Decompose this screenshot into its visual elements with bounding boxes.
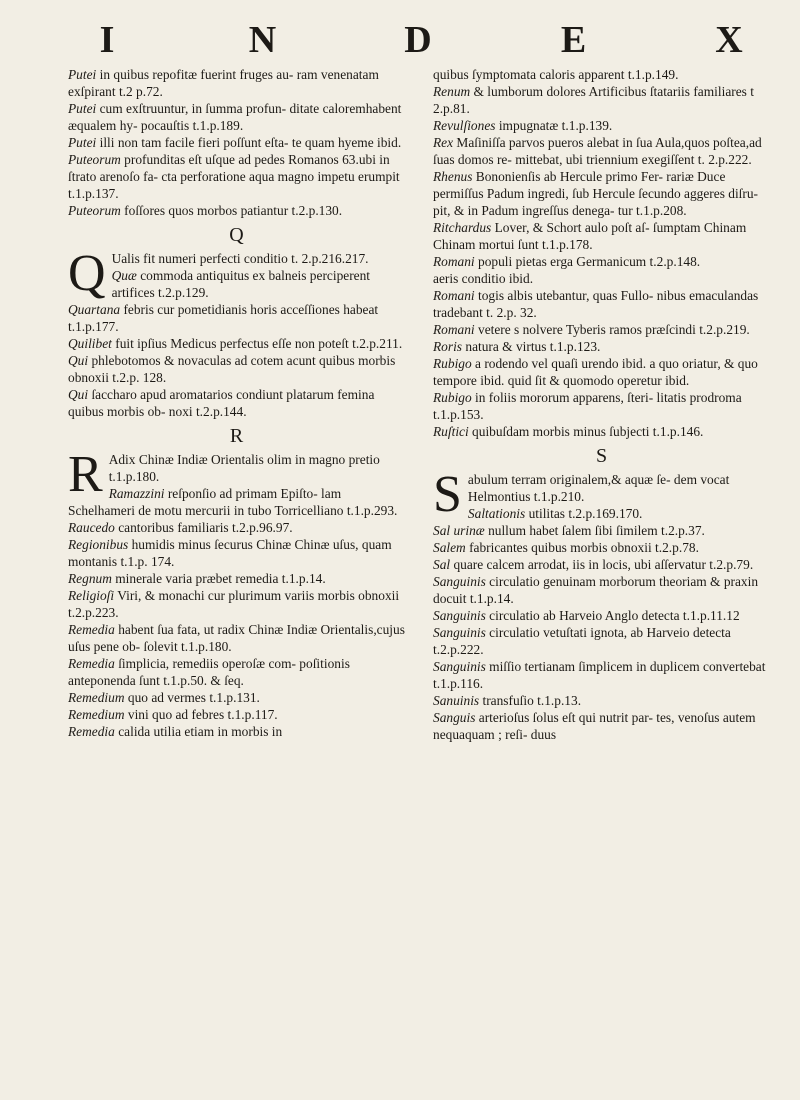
- entry-text: circulatio genuinam morborum theoriam & praxin docuit t.1.p.14.: [433, 574, 759, 606]
- entry-text: minerale varia præbet remedia t.1.p.14.: [111, 571, 326, 586]
- entry-text: illi non tam facile fieri poſſunt eſta- te quam hyeme ibid.: [96, 135, 402, 150]
- index-entry: [68, 536, 405, 570]
- entry-headword: Roris: [433, 339, 463, 354]
- entry-headword: Sanguinis: [433, 625, 486, 640]
- header-letter-e: E: [560, 19, 589, 61]
- entry-text: miſſio tertianam ſimplicem in duplicem convertebat t.1.p.116.: [433, 659, 766, 691]
- entry-text: utilitas t.2.p.169.170.: [525, 506, 643, 521]
- entry-headword: Sal urinæ: [433, 523, 485, 538]
- entry-headword: Quilibet: [68, 336, 112, 351]
- section-letter: S: [595, 445, 608, 467]
- entry-text: Maſiniſſa parvos pueros alebat in ſua Aula,quos poſtea,ad ſuas domos re- mittebat, ubi triennium exegiſſent t. 2.p.222.: [433, 135, 762, 167]
- entry-text: vetere s nolvere Tyberis ramos præſcindi t.2.p.219.: [474, 322, 750, 337]
- entry-text: in quibus repofitæ fuerint fruges au- ram venenatam exſpirant t.2 p.72.: [68, 67, 379, 99]
- index-entry: [68, 723, 405, 740]
- entry-text: circulatio vetuſtati ignota, ab Harveio detecta t.2.p.222.: [433, 625, 731, 657]
- entry-text: vini quo ad febres t.1.p.117.: [124, 707, 278, 722]
- entry-headword: Puteorum: [68, 203, 121, 218]
- entry-text: arterioſus ſolus eſt qui nutrit par- tes, venoſus autem nequaquam ; reſi- duus: [433, 710, 756, 742]
- index-entry: [433, 624, 770, 658]
- entry-headword: Qui: [68, 353, 89, 368]
- index-entry: [68, 335, 405, 352]
- entry-text: ſaccharo apud aromatarios condiunt platarum femina quibus morbis ob- noxi t.2.p.144.: [68, 387, 375, 419]
- entry-headword: Rubigo: [433, 356, 472, 371]
- entry-text: in foliis mororum apparens, ſteri- litatis prodroma t.1.p.153.: [433, 390, 742, 422]
- entry-headword: Remedia: [68, 656, 115, 671]
- entry-headword: Sanguinis: [433, 574, 486, 589]
- entry-headword: Salem: [433, 540, 466, 555]
- index-entry: [68, 570, 405, 587]
- entry-headword: Romani: [433, 322, 475, 337]
- index-entry: [433, 658, 770, 692]
- index-entry: [433, 321, 770, 338]
- entry-headword: Sal: [433, 557, 451, 572]
- entry-headword: Regionibus: [68, 537, 129, 552]
- entry-headword: Remedium: [68, 707, 125, 722]
- entry-headword: Quæ: [111, 268, 137, 283]
- entry-text: Bononienſis ab Hercule primo Fer- rariæ Duce permiſſus Padum ingredi, ſub Hercule ſecundo aggeres diſru- pit, & in Padum ingreſſus denega- tur t.1.p.208.: [433, 169, 759, 218]
- entry-text: cantoribus familiaris t.2.p.96.97.: [114, 520, 293, 535]
- index-entry: [433, 270, 770, 287]
- index-entry: [68, 621, 405, 655]
- index-entry: [68, 485, 405, 519]
- index-entry: [433, 607, 770, 624]
- entry-text: foſſores quos morbos patiantur t.2.p.130.: [120, 203, 343, 218]
- index-entry: [68, 386, 405, 420]
- right-column: [433, 66, 770, 1090]
- header-letter-i: I: [99, 19, 117, 61]
- drop-cap: S: [433, 466, 462, 523]
- entry-headword: Putei: [68, 135, 97, 150]
- entry-text: cum exſtruuntur, in ſumma profun- ditate caloremhabent æqualem hy- pocauſtis t.1.p.189.: [68, 101, 402, 133]
- entry-headword: Remedium: [68, 690, 125, 705]
- left-column: [68, 66, 405, 1090]
- entry-headword: Renum: [433, 84, 471, 99]
- index-entry: [68, 689, 405, 706]
- index-entry: [68, 202, 405, 219]
- drop-cap: Q: [68, 245, 106, 302]
- entry-text: impugnatæ t.1.p.139.: [495, 118, 613, 133]
- entry-text: fuit ipſius Medicus perfectus eſſe non poteſt t.2.p.211.: [111, 336, 403, 351]
- entry-text: populi pietas erga Germanicum t.2.p.148.: [474, 254, 701, 269]
- index-entry: [433, 219, 770, 253]
- index-entry: [433, 692, 770, 709]
- drop-cap: R: [68, 446, 103, 503]
- index-entry: [433, 338, 770, 355]
- entry-headword: Sanguinis: [433, 608, 486, 623]
- entry-text: aeris conditio ibid.: [433, 271, 534, 286]
- entry-text: circulatio ab Harveio Anglo detecta t.1.p.11.12: [485, 608, 740, 623]
- section-letter: Q: [229, 224, 244, 246]
- index-entry: [433, 134, 770, 168]
- index-entry: [68, 352, 405, 386]
- index-entry: [433, 253, 770, 270]
- index-entry: [68, 519, 405, 536]
- index-entry: [433, 117, 770, 134]
- entry-headword: Revulſiones: [433, 118, 496, 133]
- entry-text: togis albis utebantur, quas Fullo- nibus emaculandas tradebant t. 2.p. 32.: [433, 288, 759, 320]
- entry-text: Ualis fit numeri perfecti conditio t. 2.p.216.217.: [111, 251, 369, 266]
- index-entry: [68, 267, 405, 301]
- entry-text: abulum terram originalem,& aquæ ſe- dem vocat Helmontius t.1.p.210.: [467, 472, 730, 504]
- entry-headword: Rex: [433, 135, 454, 150]
- index-entry: [433, 355, 770, 389]
- index-entry: [68, 587, 405, 621]
- entry-text: Viri, & monachi cur plurimum variis morbis obnoxii t.2.p.223.: [68, 588, 400, 620]
- page-header: [68, 10, 770, 62]
- entry-text: fabricantes quibus morbis obnoxii t.2.p.78.: [465, 540, 699, 555]
- header-letter-x: X: [715, 19, 745, 61]
- entry-text: profunditas eſt uſque ad pedes Romanos 63.ubi in ſtrato arenoſo fa- cta perforatione aqua magno impetu erumpit t.1.p.137.: [68, 152, 400, 201]
- entry-text: humidis minus ſecurus Chinæ Chinæ uſus, quam montanis t.1.p. 174.: [68, 537, 392, 569]
- index-entry: [433, 83, 770, 117]
- entry-text: Adix Chinæ Indiæ Orientalis olim in magno pretio t.1.p.180.: [108, 452, 380, 484]
- entry-headword: Quartana: [68, 302, 121, 317]
- entry-text: natura & virtus t.1.p.123.: [462, 339, 601, 354]
- entry-headword: Ruſtici: [433, 424, 469, 439]
- entry-headword: Religioſi: [68, 588, 115, 603]
- index-columns: [68, 66, 770, 1090]
- entry-headword: Puteorum: [68, 152, 121, 167]
- index-entry: [433, 389, 770, 423]
- entry-headword: Rubigo: [433, 390, 472, 405]
- index-entry: [68, 301, 405, 335]
- entry-text: quo ad vermes t.1.p.131.: [124, 690, 260, 705]
- entry-headword: Regnum: [68, 571, 112, 586]
- entry-headword: Putei: [68, 101, 97, 116]
- index-entry: [68, 100, 405, 134]
- index-entry: [433, 287, 770, 321]
- entry-headword: Sanguis: [433, 710, 476, 725]
- entry-text: commoda antiquitus ex balneis perciperent artifices t.2.p.129.: [111, 268, 371, 300]
- entry-headword: Sanguinis: [433, 659, 486, 674]
- entry-headword: Romani: [433, 254, 475, 269]
- index-entry: [433, 573, 770, 607]
- entry-text: habent ſua fata, ut radix Chinæ Indiæ Orientalis,cujus uſus pene ob- ſolevit t.1.p.180.: [68, 622, 405, 654]
- entry-text: quibus ſymptomata caloris apparent t.1.p.149.: [433, 67, 679, 82]
- index-entry: [433, 709, 770, 743]
- entry-text: reſponſio ad primam Epiſto- lam Schelhameri de motu mercurii in tubo Torricelliano t.1.p.293.: [68, 486, 398, 518]
- index-entry: [433, 556, 770, 573]
- section-letter: R: [229, 425, 244, 447]
- index-entry: [433, 66, 770, 83]
- entry-text: phlebotomos & novaculas ad cotem acunt quibus morbis obnoxii t.2.p. 128.: [68, 353, 396, 385]
- index-entry: [68, 66, 405, 100]
- entry-headword: Putei: [68, 67, 97, 82]
- entry-headword: Ramazzini: [108, 486, 165, 501]
- entry-text: Lover, & Schort aulo poſt aſ- ſumptam Chinam Chinam mortui ſunt t.1.p.178.: [433, 220, 747, 252]
- index-entry: [433, 505, 770, 522]
- entry-text: quare calcem arrodat, iis in locis, ubi aſſervatur t.2.p.79.: [450, 557, 754, 572]
- entry-text: a rodendo vel quaſi urendo ibid. a quo oriatur, & quo tempore ibid. quid ſit & quomodo operetur ibid.: [433, 356, 758, 388]
- entry-text: calida utilia etiam in morbis in: [114, 724, 283, 739]
- index-entry: [68, 151, 405, 202]
- entry-headword: Sanuinis: [433, 693, 480, 708]
- index-entry: [433, 539, 770, 556]
- entry-headword: Saltationis: [467, 506, 526, 521]
- header-letter-n: N: [248, 19, 279, 61]
- index-entry: [433, 522, 770, 539]
- index-entry: [68, 134, 405, 151]
- entry-headword: Remedia: [68, 622, 115, 637]
- entry-text: febris cur pometidianis horis acceſſiones habeat t.1.p.177.: [68, 302, 379, 334]
- entry-text: transfuſio t.1.p.13.: [479, 693, 582, 708]
- entry-text: quibuſdam morbis minus ſubjecti t.1.p.146.: [468, 424, 704, 439]
- index-entry: [68, 655, 405, 689]
- entry-headword: Raucedo: [68, 520, 115, 535]
- entry-headword: Remedia: [68, 724, 115, 739]
- entry-text: & lumborum dolores Artificibus ſtatariis familiares t 2.p.81.: [433, 84, 754, 116]
- index-entry: [433, 168, 770, 219]
- header-letter-d: D: [404, 19, 434, 61]
- entry-headword: Rhenus: [433, 169, 473, 184]
- entry-headword: Romani: [433, 288, 475, 303]
- index-entry: [68, 706, 405, 723]
- entry-text: nullum habet ſalem ſibi ſimilem t.2.p.37.: [484, 523, 705, 538]
- index-entry: [433, 423, 770, 440]
- entry-text: ſimplicia, remediis operoſæ com- poſitionis anteponenda ſunt t.1.p.50. & ſeq.: [68, 656, 350, 688]
- entry-headword: Qui: [68, 387, 89, 402]
- entry-headword: Ritchardus: [433, 220, 492, 235]
